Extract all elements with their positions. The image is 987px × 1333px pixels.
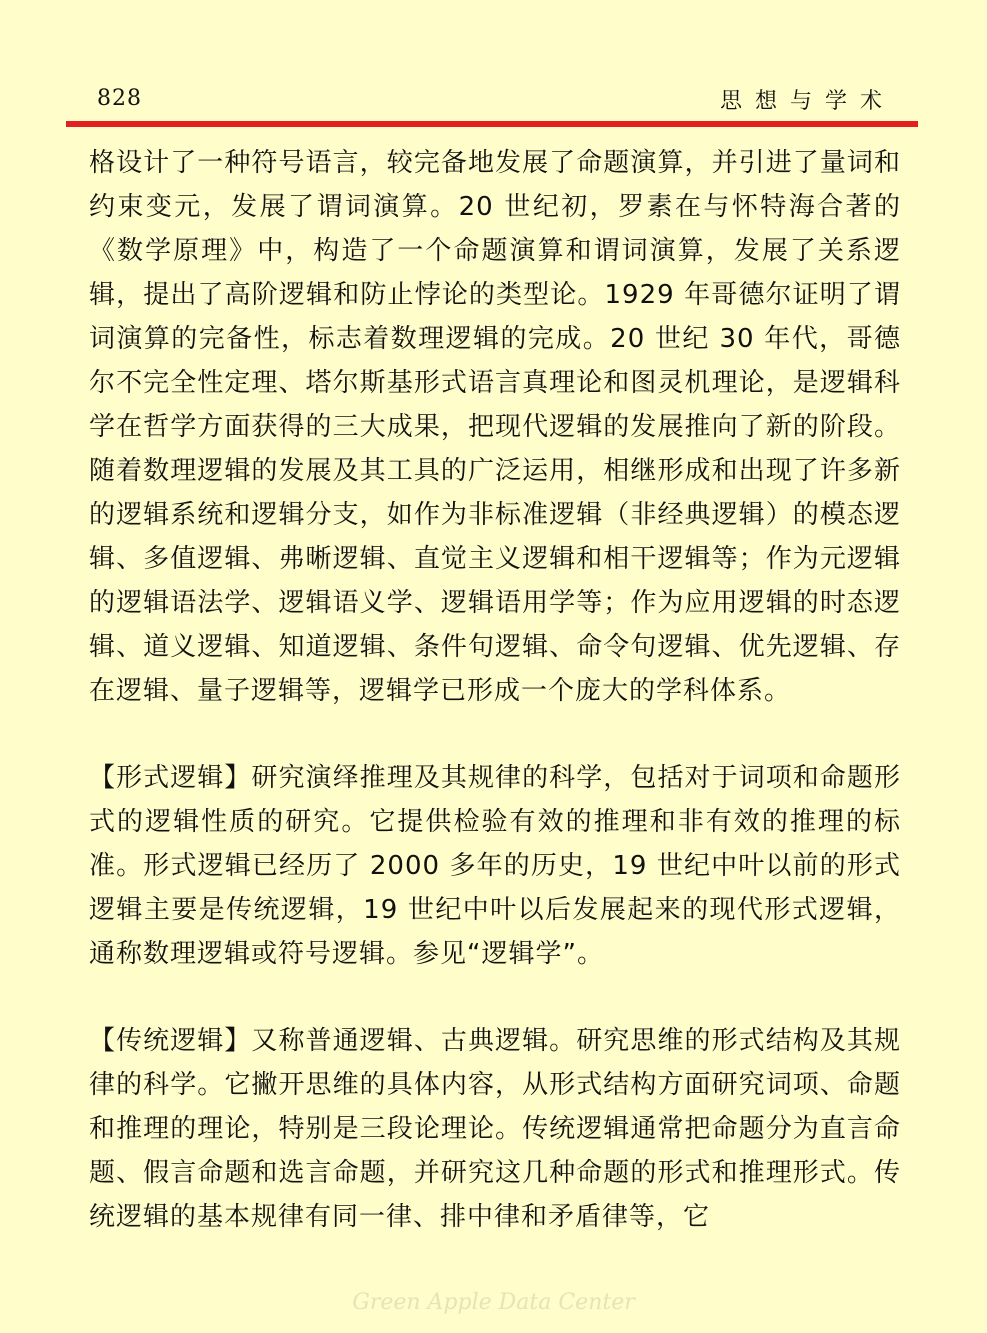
header-divider (66, 121, 918, 127)
running-title: 思想与学术 (719, 89, 895, 114)
watermark: Green Apple Data Center (352, 1290, 635, 1315)
paragraph-mathematical-logic-history: 格设计了一种符号语言，较完备地发展了命题演算，并引进了量词和约束变元，发展了谓词演算。20 世纪初，罗素在与怀特海合著的《数学原理》中，构造了一个命题演算和谓词演算，发展了关系逻辑，提出了高阶逻辑和防止悖论的类型论。1929 年哥德尔证明了谓词演算的完备性，标志着数理逻辑的完成。20 世纪 30 年代，哥德尔不完全性定理、塔尔斯基形式语言真理论和图灵机理论，是逻辑科学在哲学方面获得的三大成果，把现代逻辑的发展推向了新的阶段。随着数理逻辑的发展及其工具的广泛运用，相继形成和出现了许多新的逻辑系统和逻辑分支，如作为非标准逻辑（非经典逻辑）的模态逻辑、多值逻辑、弗晰逻辑、直觉主义逻辑和相干逻辑等；作为元逻辑的逻辑语法学、逻辑语义学、逻辑语用学等；作为应用逻辑的时态逻辑、道义逻辑、知道逻辑、条件句逻辑、命令句逻辑、优先逻辑、存在逻辑、量子逻辑等，逻辑学已形成一个庞大的学科体系。 (89, 148, 901, 706)
body-text (89, 141, 901, 1239)
entry-traditional-logic: 【传统逻辑】又称普通逻辑、古典逻辑。研究思维的形式结构及其规律的科学。它撇开思维的具体内容，从形式结构方面研究词项、命题和推理的理论，特别是三段论理论。传统逻辑通常把命题分为直言命题、假言命题和选言命题，并研究这几种命题的形式和推理形式。传统逻辑的基本规律有同一律、排中律和矛盾律等，它 (89, 1026, 901, 1232)
entry-formal-logic: 【形式逻辑】研究演绎推理及其规律的科学，包括对于词项和命题形式的逻辑性质的研究。它提供检验有效的推理和非有效的推理的标准。形式逻辑已经历了 2000 多年的历史，19 世纪中叶以前的形式逻辑主要是传统逻辑，19 世纪中叶以后发展起来的现代形式逻辑，通称数理逻辑或符号逻辑。参见“逻辑学”。 (89, 763, 901, 969)
page-number: 828 (97, 86, 142, 111)
